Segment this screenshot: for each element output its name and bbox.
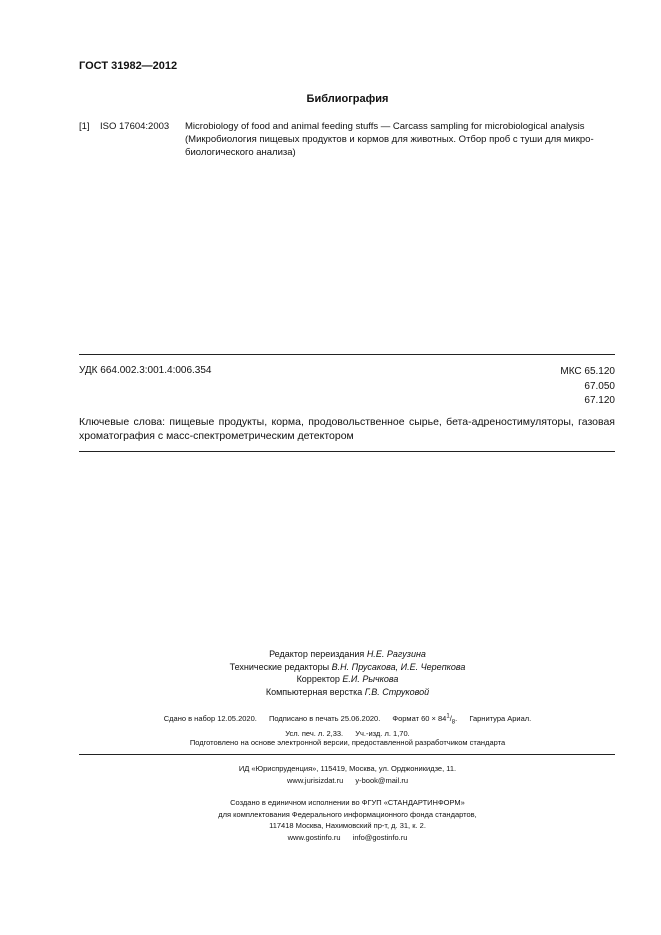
maker-email[interactable]: info@gostinfo.ru [352,832,408,842]
publisher-block [0,763,661,787]
credit-layout: Компьютерная верстка Г.В. Струковой [265,686,430,697]
divider-keywords [79,451,615,452]
bibliography-entry-text: Microbiology of food and animal feeding stuffs — Carcass sampling for microbiological analysis (Микробиология пищевых продуктов и кормов для животных. Отбор проб с туши для микро-биологического анализа) [185,121,594,158]
bibliography-entry-number: [1] [79,121,90,132]
divider-top [79,354,615,355]
prepared-note: Подготовлено на основе электронной версии, предоставленной разработчиком стандарта [189,738,506,747]
credit-editor: Редактор переиздания Н.Е. Рагузина [269,649,426,659]
credits-block [0,648,661,698]
print-sheets: Усл. печ. л. 2,33. [285,729,344,738]
udk-code: УДК 664.002.3:001.4:006.354 [79,365,212,376]
maker-line-3: 117418 Москва, Нахимовский пр-т, д. 31, к. 2. [269,821,426,830]
print-pub-sheets: Уч.-изд. л. 1,70. [355,729,410,738]
print-format: Формат $60 \times 84^1/_8$. [392,713,458,725]
credit-tech-editors: Технические редакторы В.Н. Прусакова, И.Е. Черепкова [229,661,466,672]
print-signed: Подписано в печать 25.06.2020. [268,713,381,723]
mks-code-2: 67.050 [584,380,615,392]
bibliography-title: Библиография [306,93,389,105]
maker-site[interactable]: www.gostinfo.ru [287,832,341,842]
maker-block [0,797,661,843]
print-sent: Сдано в набор 12.05.2020. [163,713,257,723]
divider-bottom [79,754,615,755]
print-info [0,710,661,740]
mks-codes [560,365,615,409]
standard-header: ГОСТ 31982—2012 [79,60,178,72]
bibliography-entry-code: ISO 17604:2003 [100,121,170,132]
keywords: Ключевые слова: пищевые продукты, корма, продовольственное сырье, бета-адреностимуляторы, газовая хроматография с масс-спектрометрическим детектором [79,416,615,442]
mks-code-1: МКС 65.120 [560,366,615,377]
maker-line-1: Создано в единичном исполнении во ФГУП «СТАНДАРТИНФОРМ» [230,798,465,807]
publisher-email[interactable]: y-book@mail.ru [355,776,408,785]
publisher-address: ИД «Юриспруденция», 115419, Москва, ул. Орджоникидзе, 11. [238,764,457,773]
print-font: Гарнитура Ариал. [469,713,532,723]
publisher-site[interactable]: www.jurisizdat.ru [287,776,344,785]
mks-code-3: 67.120 [584,395,615,406]
maker-line-2: для комплектования Федерального информационного фонда стандартов, [218,809,477,819]
credit-corrector: Корректор Е.И. Рычкова [296,674,399,684]
